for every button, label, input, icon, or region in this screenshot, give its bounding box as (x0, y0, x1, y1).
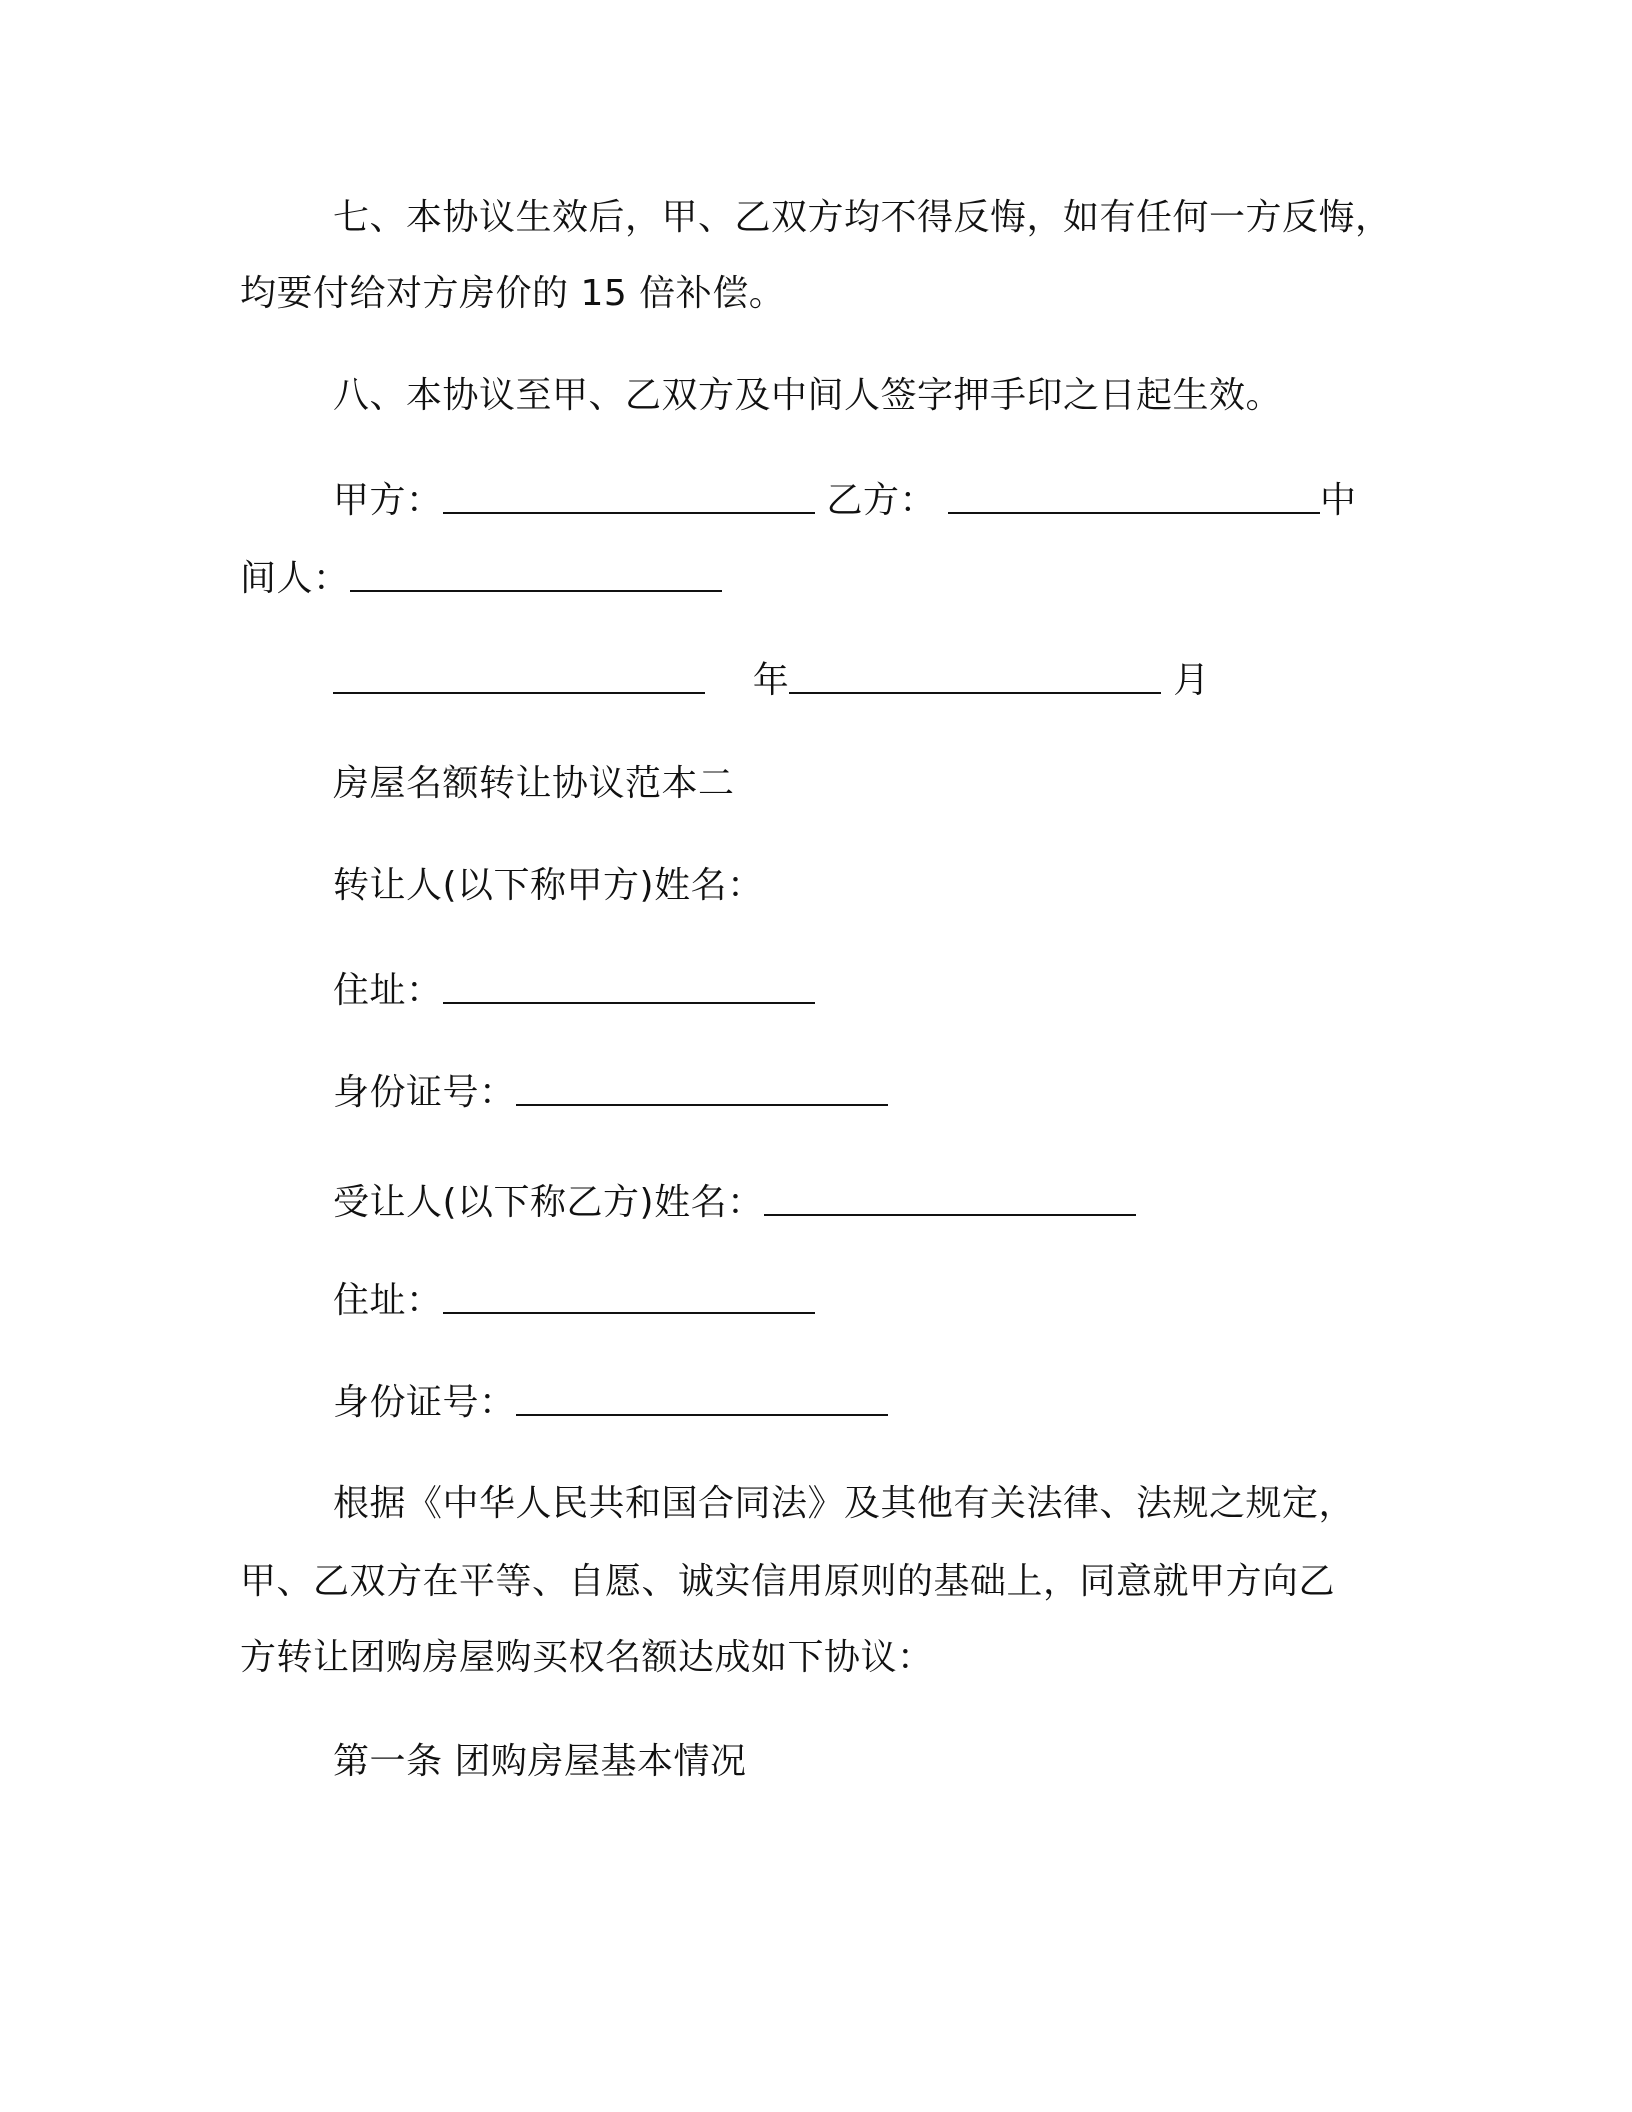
transferor-address-blank (443, 966, 815, 1004)
transferee-name-blank (764, 1178, 1136, 1216)
transferee-id-line (333, 1378, 888, 1427)
transferee-id-label: 身份证号： (333, 1382, 516, 1423)
transferee-id-blank (516, 1378, 888, 1416)
article-1-heading: 第一条 团购房屋基本情况 (333, 1741, 747, 1782)
party-b-signature-blank (948, 476, 1320, 514)
preamble-line-1: 根据《中华人民共和国合同法》及其他有关法律、法规之规定， (333, 1483, 1356, 1524)
transferee-address-blank (443, 1276, 815, 1314)
transferor-address-label: 住址： (333, 970, 443, 1011)
preamble-line-3: 方转让团购房屋购买权名额达成如下协议： (240, 1637, 934, 1678)
party-b-label: 乙方： (826, 480, 936, 521)
month-blank (789, 656, 1161, 694)
year-blank (333, 656, 705, 694)
clause-7-line-2: 均要付给对方房价的 15 倍补偿。 (240, 273, 786, 314)
transferor-id-label: 身份证号： (333, 1072, 516, 1113)
clause-8: 八、本协议至甲、乙双方及中间人签字押手印之日起生效。 (333, 375, 1283, 416)
month-label: 月 (1173, 660, 1210, 701)
middleman-signature-blank (350, 554, 722, 592)
signature-line (333, 476, 1356, 525)
transferee-address-label: 住址： (333, 1280, 443, 1321)
middleman-line (240, 554, 722, 603)
party-a-signature-blank (443, 476, 815, 514)
party-a-label: 甲方： (333, 480, 443, 521)
transferor-id-blank (516, 1068, 888, 1106)
middleman-label-start: 中 (1319, 480, 1357, 521)
clause-7-line-1: 七、本协议生效后，甲、乙双方均不得反悔，如有任何一方反悔， (333, 197, 1392, 238)
preamble-line-2: 甲、乙双方在平等、自愿、诚实信用原则的基础上，同意就甲方向乙 (240, 1561, 1336, 1602)
transferor-address-line (333, 966, 815, 1015)
year-label: 年 (752, 660, 790, 701)
sample-2-title: 房屋名额转让协议范本二 (333, 763, 735, 804)
transferee-name-line (333, 1178, 1136, 1227)
middleman-label: 间人： (240, 558, 350, 599)
transferor-name-label: 转让人(以下称甲方)姓名： (333, 865, 764, 906)
transferee-name-label: 受让人(以下称乙方)姓名： (333, 1182, 764, 1223)
transferee-address-line (333, 1276, 815, 1325)
transferor-id-line (333, 1068, 888, 1117)
date-line (333, 656, 1210, 705)
